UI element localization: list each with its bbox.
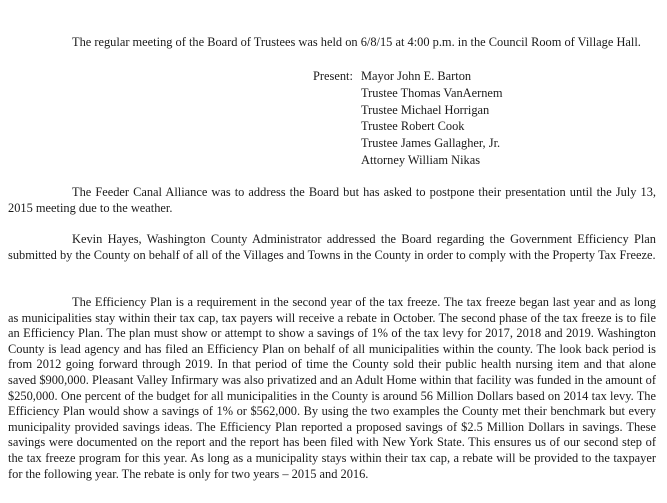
paragraph-feeder-canal: The Feeder Canal Alliance was to address the Board but has asked to postpone their presentation until the July 13, 2015 meeting due to the weather. (8, 185, 656, 215)
paragraph-efficiency-plan-details: The Efficiency Plan is a requirement in the second year of the tax freeze. The tax freeze began last year and as long as municipalities stay within their tax cap, tax payers will receive a rebate in October. The second phase of the tax freeze is to file an Efficiency Plan. The plan must show or attempt to show a savings of 1% of the tax levy for 2017, 2018 and 2019. Washington County is lead agency and has filed an Efficiency Plan on behalf of all municipalities within the county. The look back period is from 2012 going forward through 2019. In that period of time the County sold their public health nursing item and that alone saved $900,000. Pleasant Valley Infirmary was also privatized and an Adult Home within that facility was funded in the amount of $250,000. One percent of the budget for all municipalities in the County is around 56 Million Dollars based on 2014 tax levy. The Efficiency Plan would show a savings of 1% or $562,000. By using the two examples the County met their benchmark but every municipality provided savings ideas. The Efficiency Plan reported a proposed savings of $2.5 Million Dollars in savings. These savings were documented on the report and the report has been filed with New York State. This ensures us of our second step of the tax freeze program for this year. As long as a municipality stays within their tax cap, a rebate will be provided to the taxpayer for the following year. The rebate is only for two years – 2015 and 2016. (8, 295, 656, 481)
attendee: Trustee Thomas VanAernem (361, 85, 503, 100)
attendance-list (361, 68, 503, 169)
attendee: Attorney William Nikas (361, 152, 481, 167)
attendee: Trustee Robert Cook (361, 119, 465, 134)
paragraph-efficiency-plan-intro: Kevin Hayes, Washington County Administrator addressed the Board regarding the Government Efficiency Plan submitted by the County on behalf of all of the Villages and Towns in the County in order to comply with the Property Tax Freeze. (8, 232, 656, 262)
attendee: Trustee Michael Horrigan (361, 102, 490, 117)
present-label: Present: (313, 69, 353, 83)
attendee: Mayor John E. Barton (361, 69, 472, 83)
attendee: Trustee James Gallagher, Jr. (361, 136, 501, 151)
meeting-intro: The regular meeting of the Board of Trustees was held on 6/8/15 at 4:00 p.m. in the Council Room of Village Hall. (72, 35, 641, 49)
